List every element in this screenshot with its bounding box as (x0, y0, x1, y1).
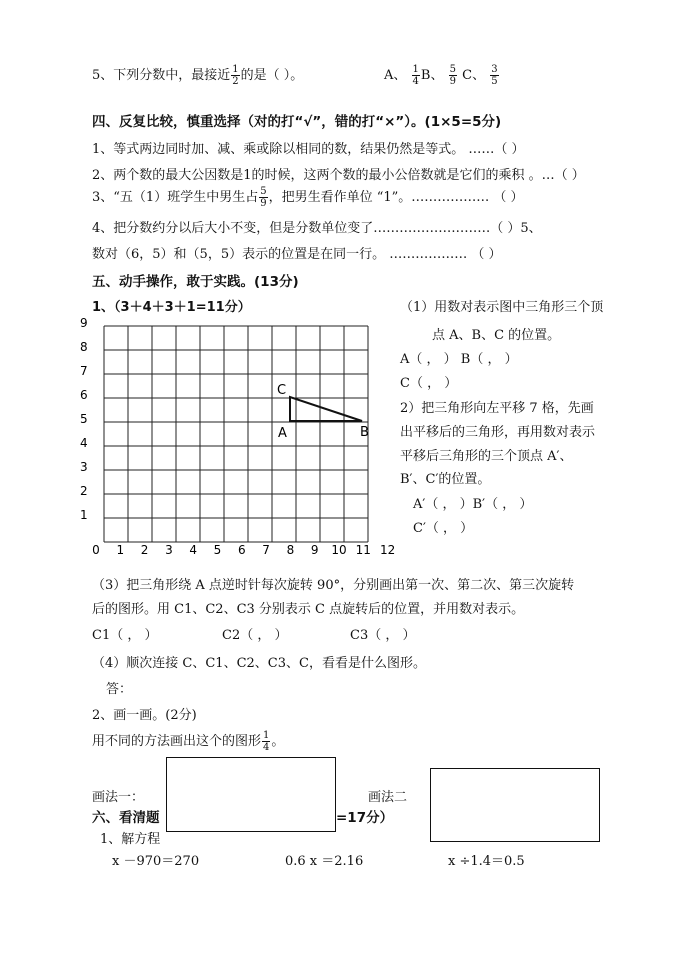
x-tick-label: 5 (213, 543, 222, 557)
y-tick-label: 3 (80, 460, 88, 474)
drawing-box-2[interactable] (430, 768, 600, 842)
right-line-5: 2）把三角形向左平移 7 格，先画 (400, 401, 594, 416)
y-tick-label: 1 (80, 508, 88, 522)
x-tick-label: 2 (140, 543, 149, 557)
fraction-one-half: $\frac{1}{2}$ (232, 64, 239, 87)
q2-text: 用不同的方法画出这个的图形 $\frac{1}{4}$ 。 (92, 730, 285, 753)
section-4-item-1: 1、等式两边同时加、减、乘或除以相同的数，结果仍然是等式。 ……（ ） (92, 142, 525, 157)
x-tick-label: 12 (379, 543, 396, 557)
answer-label: 答： (106, 682, 133, 697)
point-b-label: B (360, 425, 369, 440)
q2-fraction: $\frac{1}{4}$ (263, 730, 270, 753)
x-tick-label: 8 (286, 543, 295, 557)
right-line-7: 平移后三角形的三个顶点 A′、 (400, 449, 573, 464)
x-tick-label: 7 (262, 543, 270, 557)
q3-line-1: （3）把三角形绕 A 点逆时针每次旋转 90°，分别画出第一次、第二次、第三次旋转 (92, 578, 575, 593)
x-axis-ticks (92, 543, 395, 557)
right-line-4: C（ ， ） (400, 376, 458, 391)
y-tick-label: 7 (80, 364, 88, 378)
right-line-10: C′（ ， ） (413, 521, 474, 536)
x-tick-label: 10 (331, 543, 347, 557)
method-1-label: 画法一： (92, 790, 145, 805)
question-5-options (384, 64, 500, 87)
equation-1: x －970＝270 (112, 854, 200, 869)
right-line-2: 点 A、B、C 的位置。 (432, 328, 561, 343)
q2-label: 2、画一画。(2分) (92, 708, 197, 723)
section-6-heading-right: =17分） (336, 810, 394, 826)
x-tick-label: 3 (165, 543, 173, 557)
point-c-label: C (277, 383, 287, 398)
point-a-label: A (278, 426, 287, 441)
q4-text: （4）顺次连接 C、C1、C2、C3、C，看看是什么图形。 (92, 656, 426, 671)
equation-2: 0.6 x ＝2.16 (285, 854, 364, 869)
section-4-heading: 四、反复比较，慎重选择（对的打“√”，错的打“×”）。(1×5=5分) (92, 114, 502, 130)
section-5-q1-label: 1、（3＋4＋3＋1=11分） (92, 300, 251, 315)
x-tick-label: 6 (237, 543, 246, 557)
question-5-text: 5、下列分数中，最接近 (92, 68, 231, 83)
y-tick-label: 4 (80, 436, 88, 450)
option-b-fraction: $\frac{5}{9}$ (449, 64, 456, 87)
x-tick-label: 11 (355, 543, 371, 557)
q3-line-2: 后的图形。用 C1、C2、C3 分别表示 C 点旋转后的位置，并用数对表示。 (92, 602, 525, 617)
section-4-item-4: 4、把分数约分以后大小不变，但是分数单位变了………………………（ ）5、 (92, 221, 542, 236)
c1-answer: C1（ ， ） (92, 628, 158, 643)
y-axis-ticks (80, 316, 88, 522)
c2-answer: C2（ ， ） (222, 628, 288, 643)
section-5-heading: 五、动手操作，敢于实践。(13分) (92, 274, 299, 290)
section-4-item-3: 3、“五（1）班学生中男生占 $\frac{5}{9}$ ，把男生看作单位 “1”。……………… （ ） (92, 186, 524, 209)
coordinate-grid (70, 310, 400, 560)
option-c-label: C、 (462, 68, 486, 83)
option-c-fraction: $\frac{3}{5}$ (491, 64, 498, 87)
grid-lines (104, 326, 368, 542)
x-tick-label: 4 (189, 543, 198, 557)
right-line-1: （1）用数对表示图中三角形三个顶 (400, 300, 604, 315)
section-4-item-2: 2、两个数的最大公因数是1的时候，这两个数的最小公倍数就是它们的乘积 。…（ ） (92, 168, 585, 183)
question-5: 5、下列分数中，最接近 $\frac{1}{2}$ 的是（ ）。 (92, 64, 304, 87)
y-tick-label: 5 (80, 412, 88, 426)
y-tick-label: 8 (80, 340, 88, 354)
x-tick-label: 1 (116, 543, 125, 557)
drawing-box-1[interactable] (166, 757, 336, 832)
right-line-6: 出平移后的三角形，再用数对表示 (400, 425, 596, 440)
y-tick-label: 6 (80, 388, 88, 402)
item-3-fraction: $\frac{5}{9}$ (260, 186, 267, 209)
right-line-8: B′、C′的位置。 (400, 472, 491, 487)
x-tick-label: 9 (310, 543, 319, 557)
section-6-q1: 1、解方程 (100, 832, 161, 847)
right-line-9: A′（ ， ）B′（ ， ） (413, 497, 533, 512)
y-tick-label: 2 (80, 484, 88, 498)
option-a-fraction: $\frac{1}{4}$ (412, 64, 419, 87)
equation-3: x ÷1.4＝0.5 (448, 854, 525, 869)
option-b-label: B、 (420, 68, 444, 83)
option-a-label: A、 (384, 68, 407, 83)
c3-answer: C3（ ， ） (350, 628, 416, 643)
triangle-abc (290, 397, 362, 421)
method-2-label: 画法二 (368, 790, 408, 805)
section-4-item-5: 数对（6，5）和（5，5）表示的位置是在同一行。 ……………… （ ） (92, 247, 502, 262)
right-line-3: A（ ， ） B（ ， ） (400, 352, 518, 367)
section-6-heading-left: 六、看清题 (92, 810, 160, 826)
x-tick-label: 0 (92, 543, 100, 557)
y-tick-label: 9 (80, 316, 88, 330)
